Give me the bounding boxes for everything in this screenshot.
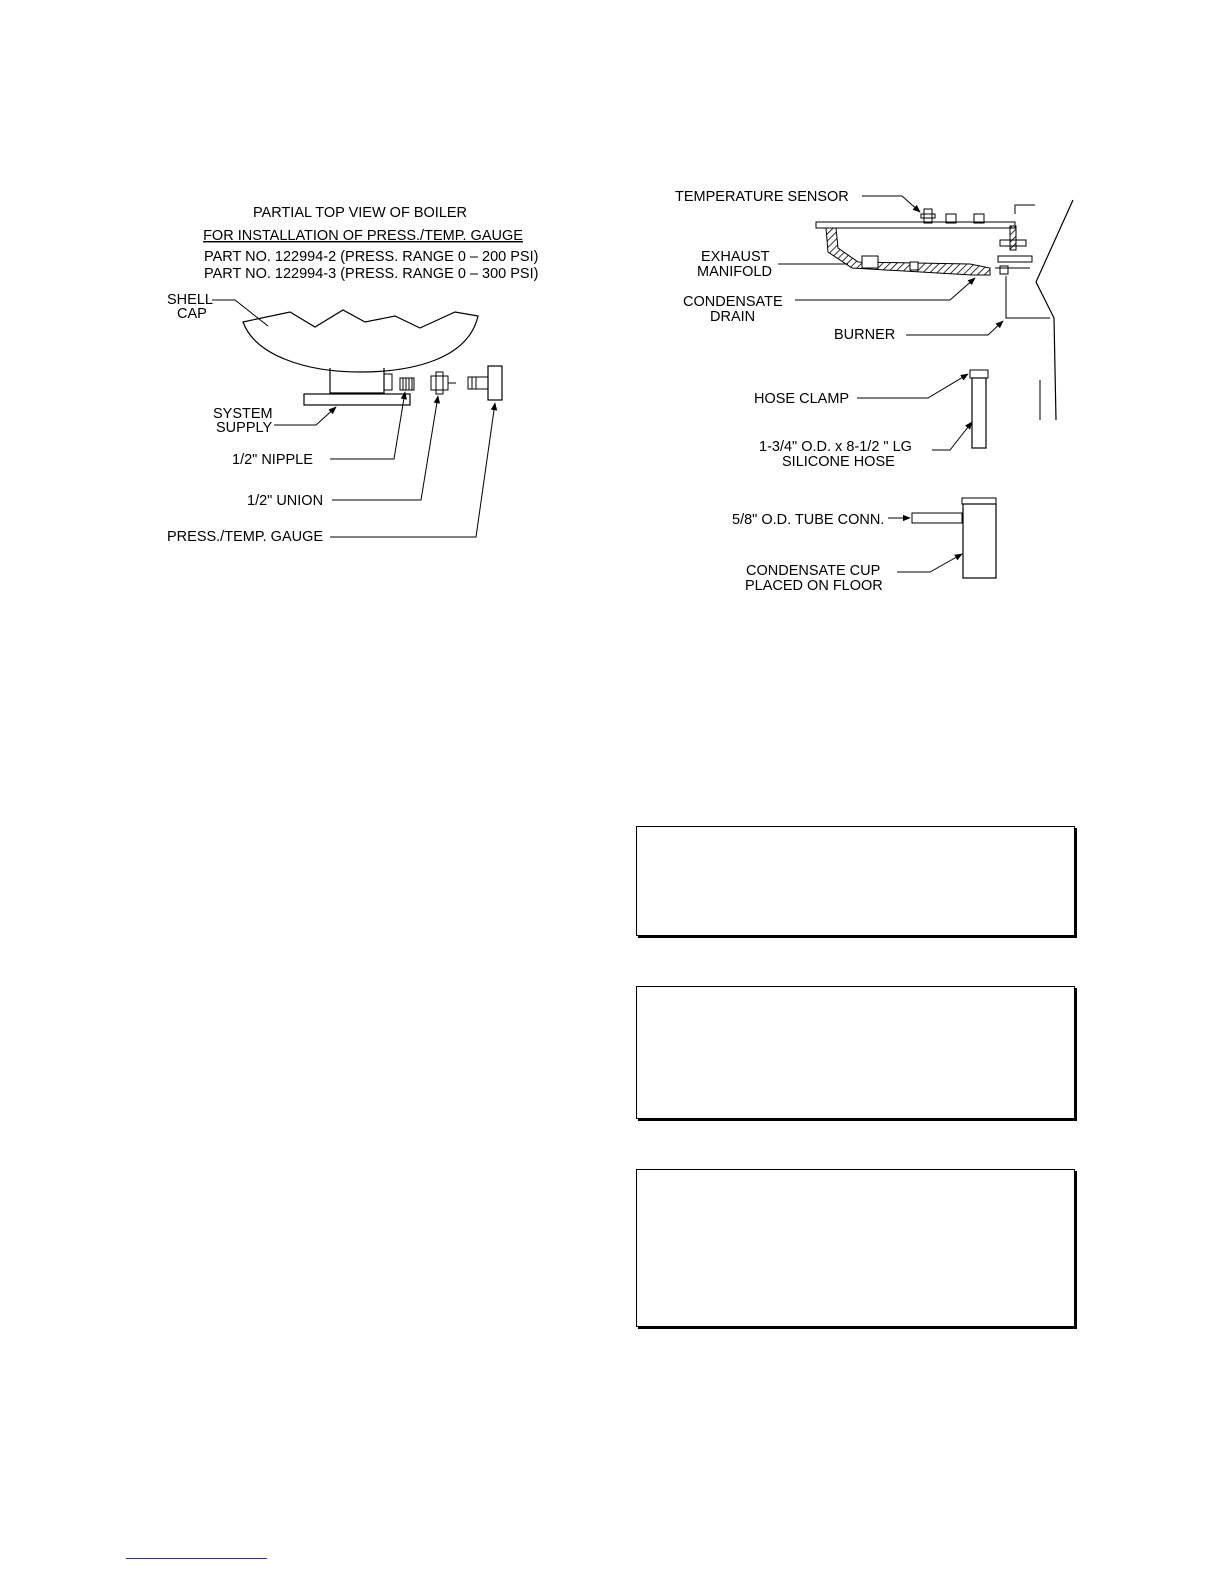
exhaust-manifold-shape xyxy=(826,228,990,275)
system-supply-label: SYSTEM xyxy=(213,406,273,422)
shell-cap-label: SHELL xyxy=(167,292,213,308)
silicone-hose-part xyxy=(970,370,988,448)
system-supply-label-2: SUPPLY xyxy=(216,420,273,436)
condensate-cup-label-2: PLACED ON FLOOR xyxy=(745,578,883,594)
tube-conn-label: 5/8" O.D. TUBE CONN. xyxy=(732,512,885,528)
condensate-cup-part xyxy=(912,498,996,578)
footnote-separator xyxy=(126,1558,267,1559)
condensate-cup-label: CONDENSATE CUP xyxy=(746,563,881,579)
gauge-part xyxy=(468,366,502,400)
pressure-gauge-figure xyxy=(167,205,538,545)
gauge-label: PRESS./TEMP. GAUGE xyxy=(167,529,324,545)
nipple-part xyxy=(400,378,414,390)
condensate-drain-label: CONDENSATE xyxy=(683,294,783,310)
part-number-line-2: PART NO. 122994-3 (PRESS. RANGE 0 – 300 PSI) xyxy=(204,266,539,282)
condensate-drain-figure xyxy=(675,189,1073,594)
silicone-hose-label: 1-3/4" O.D. x 8-1/2 " LG xyxy=(759,439,912,455)
shell-cap-label-2: CAP xyxy=(177,306,207,322)
figure-title: PARTIAL TOP VIEW OF BOILER xyxy=(252,205,468,221)
note-box-3 xyxy=(636,1169,1075,1327)
system-supply-flange xyxy=(304,394,410,405)
union-part xyxy=(431,372,456,394)
note-box-2 xyxy=(636,986,1075,1119)
exhaust-manifold-label: EXHAUST xyxy=(701,249,770,265)
nipple-label: 1/2" NIPPLE xyxy=(232,452,313,468)
mounting-bolts xyxy=(946,214,1032,262)
burner-label: BURNER xyxy=(834,327,896,343)
hose-clamp-label: HOSE CLAMP xyxy=(754,391,850,407)
top-plate xyxy=(816,222,1015,228)
shell-cap-shape xyxy=(243,310,478,372)
exhaust-manifold-label-2: MANIFOLD xyxy=(697,264,772,280)
figure-subtitle: FOR INSTALLATION OF PRESS./TEMP. GAUGE xyxy=(203,228,523,244)
union-label: 1/2" UNION xyxy=(247,493,324,509)
temperature-sensor-label: TEMPERATURE SENSOR xyxy=(675,189,849,205)
temperature-sensor-part xyxy=(921,209,935,223)
note-box-1 xyxy=(636,826,1075,936)
silicone-hose-label-2: SILICONE HOSE xyxy=(782,454,895,470)
condensate-drain-label-2: DRAIN xyxy=(710,309,756,325)
boiler-body-outline xyxy=(1036,200,1073,420)
part-number-line-1: PART NO. 122994-2 (PRESS. RANGE 0 – 200 PSI) xyxy=(204,249,539,265)
